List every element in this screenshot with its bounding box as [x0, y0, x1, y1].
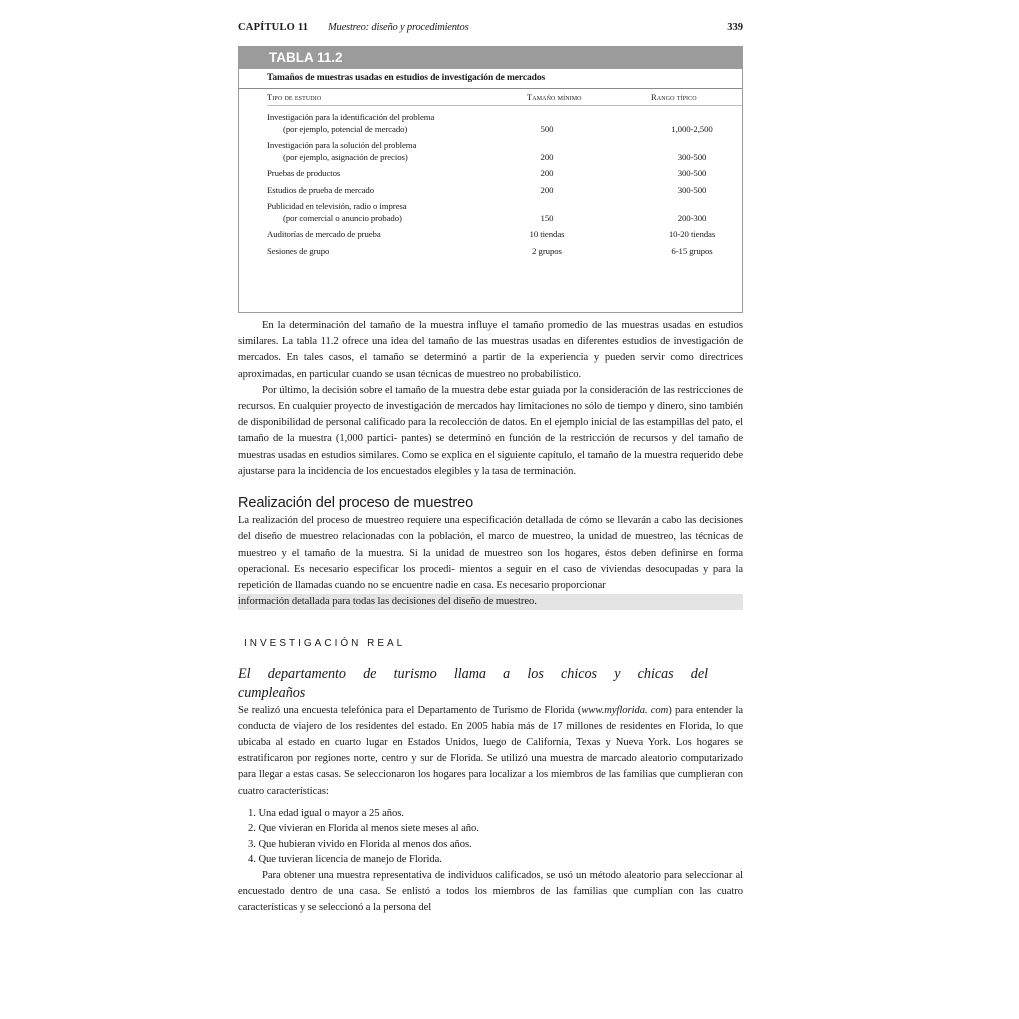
column-header-type: Tipo de estudio: [267, 92, 322, 102]
table-row: [267, 246, 742, 258]
cell-min: 200: [540, 184, 554, 195]
cell-min: 200: [540, 151, 554, 162]
list-item: 1. Una edad igual o mayor a 25 años.: [248, 807, 404, 819]
table-body: [239, 112, 742, 257]
table-row: [267, 168, 742, 180]
paragraph: Por último, la decisión sobre el tamaño de la muestra debe estar guiada por la consideración de las restricciones de recursos. En cualquier proyecto de investigación de mercados hay limitaciones no sólo de tiempo y dinero, sino también de disponibilidad de personal calificado para la recolección de datos. En el ejemplo inicial de las estampillas del pato, el tamaño de la muestra (1,000 partici- pantes) se determinó en función de la restricción de recursos y del tamaño de muestras usadas en estudios similares. Como se explica en el siguiente capítulo, el tamaño de la muestra requerido debe ajustarse para la incidencia de los encuestados elegibles y la tasa de terminación.: [238, 384, 743, 477]
section-paragraph: [238, 513, 743, 594]
cell-type: Publicidad en televisión, radio o impresa: [267, 201, 407, 211]
criteria-list: [238, 806, 743, 868]
table-row: [267, 112, 742, 135]
cell-type: Investigación para la solución del problema: [267, 140, 417, 150]
chapter-title: Muestreo: diseño y procedimientos: [328, 22, 469, 33]
column-header-min: Tamaño mínimo: [527, 92, 582, 102]
table-caption: Tamaños de muestras usadas en estudios de investigación de mercados: [239, 73, 742, 89]
cell-range: 1,000-2,500: [671, 123, 713, 134]
section-heading: Realización del proceso de muestreo: [238, 495, 474, 512]
cell-type-detail: (por ejemplo, asignación de precios): [283, 151, 408, 162]
real-research-label: INVESTIGACIÓN REAL: [244, 638, 406, 650]
chapter-label: CAPÍTULO 11: [238, 22, 309, 33]
list-item: 3. Que hubieran vivido en Florida al menos dos años.: [248, 838, 472, 850]
cell-type: Sesiones de grupo: [267, 245, 330, 256]
text-before-url: Se realizó una encuesta telefónica para el Departamento de Turismo de Florida (: [238, 704, 582, 716]
cell-type-detail: (por comercial o anuncio probado): [283, 212, 402, 223]
florida-url-link[interactable]: www.myflorida. com: [581, 704, 669, 716]
running-header: [238, 16, 743, 34]
cell-range: 200-300: [677, 212, 707, 223]
cell-range: 6-15 grupos: [671, 245, 713, 256]
cell-range: 300-500: [677, 151, 707, 162]
table-column-headers: [267, 89, 742, 106]
body-text: [238, 318, 743, 916]
cell-min: 10 tiendas: [529, 229, 565, 239]
table-11-2: [238, 46, 743, 313]
section-paragraph-main: La realización del proceso de muestreo requiere una especificación detallada de cómo se llevarán a cabo las decisiones del diseño de muestreo relacionadas con la población, el marco de muestreo, la unidad de muestreo, las técnicas de muestreo y el tamaño de la muestra. Si la unidad de muestreo son los hogares, éstos deben definirse en forma operacional. Es necesario especificar los procedi- mientos a seguir en el caso de viviendas desocupadas y para la repetición de llamadas cuando no se encuentre nadie en casa. Es necesario proporcionar: [238, 515, 743, 592]
column-header-range: Rango típico: [651, 92, 697, 102]
list-item: 4. Que tuvieran licencia de manejo de Florida.: [248, 854, 442, 866]
table-row: [267, 201, 742, 224]
cell-type-detail: (por ejemplo, potencial de mercado): [283, 123, 408, 134]
real-research-paragraph: [238, 703, 743, 800]
final-paragraph: Para obtener una muestra representativa de individuos calificados, se usó un método aleatorio para seleccionar al encuestado dentro de una casa. Se enlistó a todos los miembros de las familias que cumplían con las cuatro características y se seleccionó a la persona del: [238, 869, 743, 914]
cell-type: Estudios de prueba de mercado: [267, 184, 375, 195]
cell-min: 200: [540, 168, 554, 178]
cell-range: 300-500: [677, 168, 707, 178]
cell-type: Pruebas de productos: [267, 168, 341, 178]
cell-min: 2 grupos: [532, 245, 562, 256]
cell-min: 150: [540, 212, 554, 223]
cell-type: Auditorías de mercado de prueba: [267, 229, 381, 239]
cell-min: 500: [540, 123, 554, 134]
real-research-title: [238, 665, 708, 703]
cell-type: Investigación para la identificación del problema: [267, 112, 435, 122]
paragraph: En la determinación del tamaño de la muestra influye el tamaño promedio de las muestras usadas en estudios similares. La tabla 11.2 ofrece una idea del tamaño de las muestras usadas en diferentes estudios de investigación de mercados. En tales casos, el tamaño se determinó a partir de la experiencia y pueden servir como directrices aproximadas, en particular cuando se usan técnicas de muestreo no probabilístico.: [238, 320, 743, 380]
page-number: 339: [727, 22, 743, 33]
table-row: [267, 140, 742, 163]
table-row: [267, 185, 742, 197]
table-label: TABLA 11.2: [239, 47, 742, 69]
document-page: [238, 16, 743, 916]
text-after-url: ) para entender la conducta de viajero de los residentes del estado. En 2005 había más de 17 millones de residentes en Florida, lo que ubicaba al estado en cuarto lugar en Estados Unidos, luego de California, Texas y Nueva York. Los hogares se estratificaron por regiones norte, centro y sur de Florida. Se utilizó una muestra de marcado aleatorio computarizado para llegar a estas casas. Se seleccionaron los hogares para localizar a los miembros de las familias que cumplieran con cuatro características:: [238, 704, 743, 797]
section-paragraph-last-line: información detallada para todas las decisiones del diseño de muestreo.: [238, 594, 743, 610]
real-research-title-line2: cumpleaños: [238, 684, 306, 701]
cell-range: 10-20 tiendas: [668, 229, 716, 239]
cell-range: 300-500: [677, 184, 707, 195]
table-row: [267, 229, 742, 241]
list-item: 2. Que vivieran en Florida al menos siete meses al año.: [248, 823, 479, 835]
real-research-title-line1: El departamento de turismo llama a los chicos y chicas del: [238, 665, 708, 682]
